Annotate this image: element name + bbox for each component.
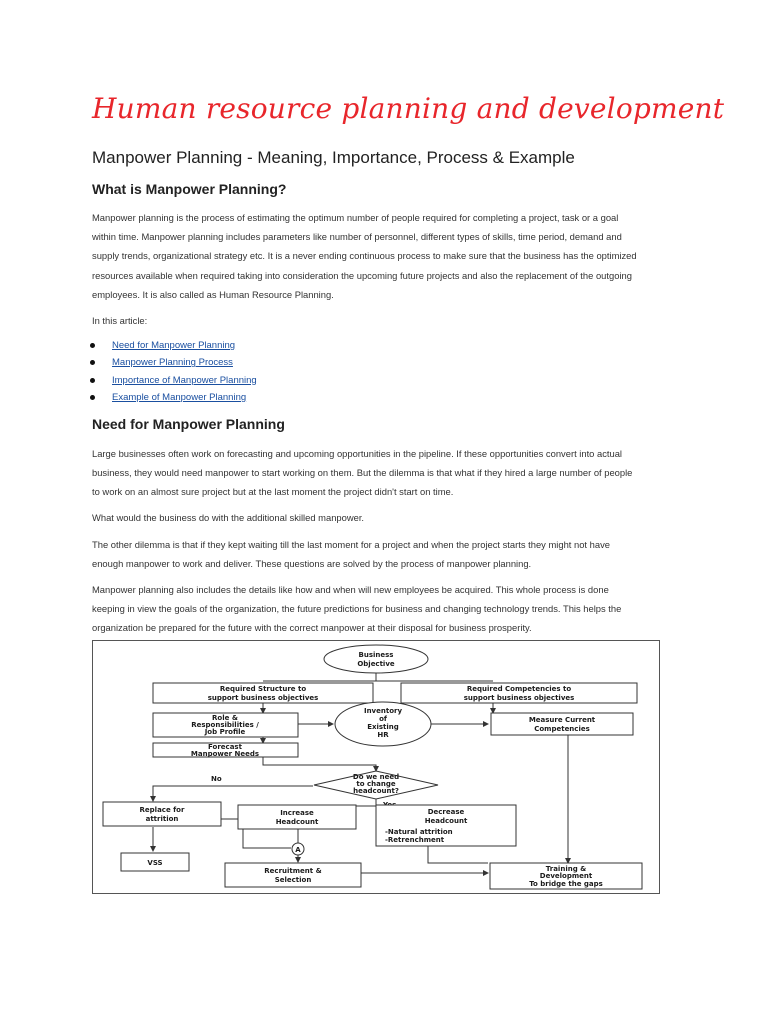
bullet-icon (90, 395, 95, 400)
node-label: of (379, 715, 387, 723)
intro-paragraph (92, 208, 690, 304)
business-objective-node (324, 645, 428, 673)
connector-line (263, 757, 376, 771)
article-heading: Manpower Planning - Meaning, Importance, Process & Example (92, 148, 575, 167)
node-label: Selection (274, 876, 312, 884)
node-label: Headcount (424, 817, 468, 825)
node-label: headcount? (353, 787, 399, 795)
node-label: Competencies (534, 725, 590, 733)
node-label: Forecast (208, 743, 242, 751)
connector-a-label: A (295, 846, 301, 854)
in-this-article-label: In this article: (92, 315, 148, 326)
toc-link-example[interactable]: Example of Manpower Planning (112, 391, 247, 403)
node-label: Headcount (275, 818, 319, 826)
node-label: Replace for (139, 806, 185, 814)
details-paragraph (92, 580, 690, 638)
no-label: No (211, 775, 222, 783)
toc-item (92, 337, 257, 354)
node-label: Manpower Needs (190, 750, 260, 758)
node-label: support business objectives (463, 694, 575, 702)
section-heading-what-is: What is Manpower Planning? (92, 181, 287, 197)
toc-link-importance[interactable]: Importance of Manpower Planning (112, 374, 257, 386)
need-paragraph (92, 444, 690, 502)
text-line: business, they would need manpower to start working on them. But the dilemma is that what if they hired a large number of people (92, 467, 633, 479)
node-label: support business objectives (207, 694, 319, 702)
text-line: Manpower planning also includes the details like how and when will new employees be acquired. This whole process is done (92, 584, 609, 595)
text-line: Large businesses often work on forecasting and upcoming opportunities in the pipeline. If these opportunities convert into actual (92, 448, 623, 459)
node-label: Required Structure to (219, 685, 307, 693)
node-label: Job Profile (204, 728, 246, 736)
text-line: keeping in view the goals of the organization, the future predictions for business and changing technology trends. This helps the (92, 603, 622, 615)
additional-manpower-paragraph: What would the business do with the additional skilled manpower. (92, 512, 365, 523)
node-label: Decrease (427, 808, 465, 816)
bullet-icon (90, 378, 95, 383)
node-label: Objective (357, 660, 395, 668)
toc-link-process[interactable]: Manpower Planning Process (112, 357, 233, 369)
node-label: Role & (212, 714, 238, 722)
node-label: Do we need (352, 773, 400, 781)
dilemma-paragraph (92, 535, 690, 573)
text-line: The other dilemma is that if they kept waiting till the last moment for a project and when the project starts they might not have (92, 539, 610, 550)
text-line: within time. Manpower planning includes parameters like number of personnel, different types of skills, time period, demand and (92, 231, 622, 243)
section-heading-need: Need for Manpower Planning (92, 416, 285, 432)
node-label: HR (377, 731, 389, 739)
node-label: Development (539, 872, 593, 880)
node-note: -Retrenchment (385, 836, 445, 844)
toc-item (92, 372, 257, 389)
toc-link-need[interactable]: Need for Manpower Planning (112, 340, 236, 351)
node-label: Training & (545, 865, 587, 873)
node-label: To bridge the gaps (529, 880, 603, 888)
table-of-contents (92, 337, 257, 406)
text-line: to work on an almost sure project but at the last moment the project didn't start on time. (92, 486, 454, 498)
connector-line (263, 673, 493, 681)
text-line: enough manpower to work and deliver. These questions are solved by the process of manpower planning. (92, 558, 532, 570)
bullet-icon (90, 360, 95, 365)
node-label: Business (358, 651, 394, 659)
node-label: Existing (367, 723, 399, 731)
bullet-icon (90, 343, 95, 348)
node-label: to change (356, 780, 396, 788)
text-line: Manpower planning is the process of estimating the optimum number of people required for completing a project, task or a goal (92, 212, 619, 223)
node-label: Increase (280, 809, 314, 817)
connector-line (428, 846, 488, 863)
node-label: Inventory (363, 707, 403, 715)
connector-line (153, 786, 313, 801)
node-label: Responsibilities / (191, 721, 259, 729)
node-label: Recruitment & (264, 867, 322, 875)
node-label: attrition (145, 815, 179, 823)
node-label: VSS (147, 859, 163, 867)
text-line: supply trends, organizational strategy etc. It is a never ending continuous process to make sure that the business has the optimized (92, 250, 637, 262)
text-line: organization be prepared for the future with the correct manpower at their disposal for business prosperity. (92, 622, 532, 634)
node-label: Required Competencies to (466, 685, 572, 693)
toc-item (92, 389, 257, 406)
node-note: -Natural attrition (385, 828, 453, 836)
text-line: employees. It is also called as Human Resource Planning. (92, 288, 334, 300)
document-title: Human resource planning and development (92, 92, 725, 125)
node-label: Measure Current (528, 716, 596, 724)
toc-item (92, 354, 257, 371)
manpower-planning-flowchart (92, 640, 660, 894)
text-line: resources available when required taking into consideration the upcoming future projects and also the replacement of the outgoing (92, 269, 632, 281)
